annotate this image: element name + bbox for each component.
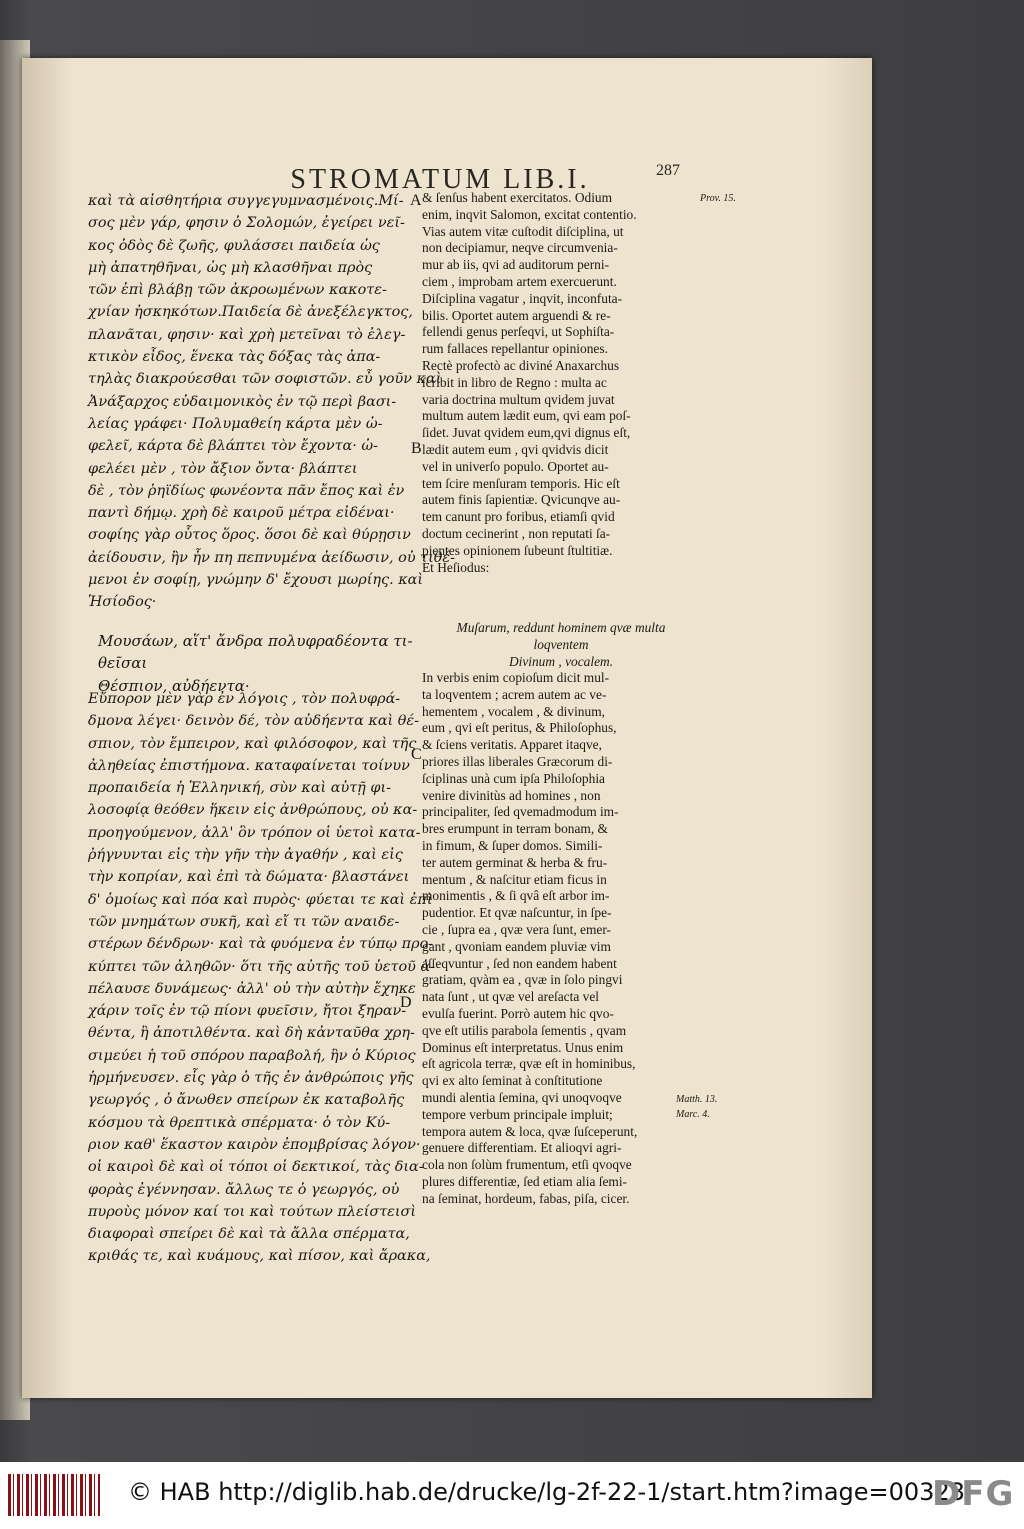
text-line: lædit autem eum , qvi qvidvis dicit (422, 441, 609, 457)
text-line: varia doctrina multum qvidem juvat (422, 391, 615, 407)
section-marker-b: B (411, 440, 422, 457)
text-line: enim, inqvit Salomon, excitat contentio. (422, 206, 637, 222)
text-line: pientes opinionem ſubeunt ſtultitiæ. (422, 542, 613, 558)
text-line: τῶν μνημάτων συκῆ, καὶ εἴ τι τῶν αναιδε- (88, 913, 400, 930)
text-line: gant , qvoniam eandem pluviæ vim (422, 938, 611, 954)
text-line: μενοι ἐν σοφίῃ, γνώμην δ' ἔχουσι μωρίης. καὶ (88, 572, 424, 589)
text-line: ciem , improbam artem exercuerunt. (422, 273, 617, 289)
text-line: fellendi genus perſeqvi, ut Sophiſta- (422, 324, 615, 340)
text-line: multum autem lædit eum, qvi eam poſ- (422, 408, 631, 424)
margin-note-marc: Marc. 4. (676, 1109, 710, 1120)
text-line: θέντα, ἢ ἀποτιλθέντα. καὶ δὴ κἀνταῦθα χρη- (88, 1025, 415, 1042)
text-line: aſſeqvuntur , ſed non eandem habent (422, 955, 617, 971)
text-line: eſt agricola terræ, qvæ eſt in hominibus, (422, 1056, 636, 1072)
text-line: rum fallaces repellantur opiniones. (422, 341, 608, 357)
text-line: bilis. Oportet autem arguendi & re- (422, 307, 611, 323)
text-line: ter autem germinat & herba & fru- (422, 854, 608, 870)
text-line: plures differentiæ, ſed etiam alia ſemi- (422, 1173, 628, 1189)
right-column-top (422, 190, 700, 576)
section-marker-a: A (410, 192, 422, 209)
text-line: genuere differentiam. Et alioqvi agri- (422, 1140, 622, 1156)
text-line: θεῖσαι (98, 654, 148, 673)
text-line: σπιον, τὸν ἔμπειρον, καὶ φιλόσοφον, καὶ τῆς (88, 735, 417, 752)
text-line: χνίαν ἠσκηκότων.Παιδεία δὲ ἀνεξέλεγκτος, (88, 304, 413, 321)
text-line: πλανᾶται, φησιν· καὶ χρὴ μετεῖναι τὸ ἐλεγ- (88, 326, 406, 343)
text-line: ἀληθείας ἐπιστήμονα. καταφαίνεται τοίνυν (88, 757, 410, 774)
text-line: tem ſcire menſuram temporis. Hic eſt (422, 475, 620, 491)
text-line: κριθάς τε, καὶ κυάμους, καὶ πίσον, καὶ ἄρακα, (88, 1248, 431, 1265)
text-line: venire divinitùs ad homines , non (422, 787, 601, 803)
text-line: διαφοραὶ σπείρει δὲ καὶ τὰ ἄλλα σπέρματα, (88, 1226, 410, 1243)
text-line: Divinum , vocalem. (508, 653, 614, 669)
text-line: mentum , & naſcitur etiam ficus in (422, 871, 607, 887)
text-line: vel in univerſo populo. Oportet au- (422, 458, 609, 474)
text-line: δμονα λέγει· δεινὸν δέ, τὸν αὐδήεντα καὶ θέ- (88, 713, 420, 730)
text-line: qvi ex alto ſeminat à conſtitutione (422, 1073, 603, 1089)
text-line: ſciplinas unà cum ipſa Philoſophia (422, 770, 605, 786)
text-line: nata ſunt , ut qvæ vel areſacta vel (422, 989, 599, 1005)
text-line: gratiam, qvàm ea , qvæ in ſolo pingvi (422, 972, 623, 988)
text-line: & ſenſus habent exercitatos. Odium (422, 190, 613, 205)
text-line: τῶν ἐπὶ βλάβῃ τῶν ἀκροωμένων κακοτε- (88, 282, 387, 299)
footer-citation: © HAB http://diglib.hab.de/drucke/lg-2f-22-1/start.htm?image=00323 (128, 1478, 965, 1506)
margin-note-matth: Matth. 13. (676, 1094, 718, 1105)
text-line: δὲ , τὸν ῥηϊδίως φωνέοντα πᾶν ἔπος καὶ ἐν (88, 482, 405, 499)
text-line: mur ab iis, qvi ad auditorum perni- (422, 257, 610, 273)
text-line: In verbis enim copioſum dicit mul- (422, 670, 610, 685)
text-line: Μουσάων, αἵτ' ἄνδρα πολυφραδέοντα τι- (98, 632, 413, 650)
text-line: tem canunt pro foribus, etiamſi qvid (422, 509, 615, 525)
text-line: Diſciplina vagatur , inqvit, inconfuta- (422, 290, 623, 306)
text-line: παντὶ δήμῳ. χρὴ δὲ καιροῦ μέτρα εἰδέναι· (88, 505, 395, 522)
text-line: πυροὺς μόνον καί τοι καὶ τούτων πλείστεισὶ (88, 1203, 416, 1220)
text-line: autem finis ſapientiæ. Qvicunqve au- (422, 492, 621, 508)
text-line: eum , qvi eſt peritus, & Philoſophus, (422, 720, 617, 736)
text-line: principaliter, ſed qvemadmodum im- (422, 804, 619, 820)
left-column-bottom (88, 688, 436, 1268)
margin-note-prov: Prov. 15. (700, 193, 736, 204)
text-line: Dominus eſt interpretatus. Unus enim (422, 1039, 624, 1055)
footer-bar (0, 1462, 1024, 1529)
text-line: bres erumpunt in terram bonam, & (422, 821, 608, 837)
text-line: τηλὰς διακρούεσθαι τῶν σοφιστῶν. εὖ γοῦν καὶ (88, 371, 442, 388)
text-line: οἱ καιροὶ δὲ καὶ οἱ τόποι οἱ δεκτικοί, τὰς δια- (88, 1159, 424, 1176)
text-line: Rectè profectò ac diviné Anaxarchus (422, 357, 620, 373)
text-line: χάριν τοῖς ἐν τῷ πίονι φυεῖσιν, ἤτοι ξηραν- (88, 1003, 407, 1020)
text-line: Θέσπιον, αὐδήεντα· (98, 676, 250, 695)
text-line: hementem , vocalem , & divinum, (422, 703, 605, 719)
text-line: κος ὁδὸς δὲ ζωῆς, φυλάσσει παιδεία ὡς (88, 237, 380, 254)
text-line: φελεῖ, κάρτα δὲ βλάπτει τὸν ἔχοντα· ὠ- (88, 438, 379, 455)
text-line: δ' ὁμοίως καὶ πόα καὶ πυρὸς· φύεται τε καὶ ἐπὶ (88, 891, 433, 908)
text-line: κόσμου τὰ θρεπτικὰ σπέρματα· ὁ τὸν Κύ- (88, 1114, 391, 1131)
text-line: φορὰς ἐγέννησαν. ἄλλως τε ὁ γεωργός, οὐ (88, 1181, 400, 1198)
text-line: evulſa fuerint. Porrò autem hic qvo- (422, 1005, 614, 1021)
text-line: Εὔπορον μὲν γὰρ ἐν λόγοις , τὸν πολυφρά- (88, 691, 401, 707)
text-line: mundi alentia ſemina, qvi unoqvoqve (422, 1089, 622, 1105)
dfg-logo: DFG (932, 1474, 1015, 1514)
text-line: monimentis , & ſi qvâ eſt arbor im- (422, 888, 610, 904)
text-line: μὴ ἀπατηθῆναι, ὡς μὴ κλασθῆναι πρὸς (88, 259, 373, 276)
text-line: ριον καθ' ἕκαστον καιρὸν ἐπομβρίσας λόγον· (88, 1136, 421, 1153)
text-line: γεωργός , ὁ ἄνωθεν σπείρων ἐκ καταβολῆς (88, 1092, 405, 1109)
text-line: λοσοφίᾳ θεόθεν ἥκειν εἰς ἀνθρώπους, οὐ κα- (88, 802, 418, 819)
text-line: στέρων δένδρων· καὶ τὰ φυόμενα ἐν τύπῳ προ- (88, 936, 434, 953)
text-line: pudentior. Et qvæ naſcuntur, in ſpe- (422, 905, 612, 921)
text-line: ἡρμήνευσεν. εἷς γὰρ ὁ τῆς ἐν ἀνθρώποις γῆς (88, 1070, 414, 1087)
text-line: προπαιδεία ἡ Ἑλληνική, σὺν καὶ αὐτῇ φι- (88, 780, 391, 797)
text-line: ta loqventem ; acrem autem ac ve- (422, 686, 607, 702)
page-number: 287 (656, 162, 680, 179)
text-line: qve eſt utilis parabola ſementis , qvam (422, 1022, 627, 1038)
text-line: doctum cecinerint , non reputati ſa- (422, 525, 611, 541)
text-line: Muſarum, reddunt hominem qvæ multa (456, 620, 666, 635)
text-line: προηγούμενον, ἀλλ' ὃν τρόπον οἱ ὑετοὶ κατα- (88, 824, 421, 841)
text-line: κύπτει τῶν ἀληθῶν· ὅτι τῆς αὐτῆς τοῦ ὑετοῦ ἀ- (88, 958, 436, 975)
text-line: ῤήγνυνται εἰς τὴν γῆν τὴν ἀγαθήν , καὶ εἰς (88, 847, 403, 864)
text-line: Vias autem vitæ cuſtodit diſciplina, ut (422, 223, 624, 239)
section-marker-c: C (411, 746, 422, 763)
text-line: φελέει μὲν , τὸν ἄξιον ὄντα· βλάπτει (88, 460, 358, 477)
text-line: tempora autem & loca, qvæ ſuſceperunt, (422, 1123, 638, 1139)
text-line: λείας γράφει· Πολυμαθείη κάρτα μὲν ὠ- (88, 415, 383, 432)
hab-barcode-logo (8, 1474, 100, 1516)
text-line: Ἡσίοδος· (88, 594, 157, 611)
text-line: na ſeminat, hordeum, fabas, piſa, cicer. (422, 1190, 630, 1206)
text-line: loqventem (533, 636, 589, 652)
text-line: σοφίης γὰρ οὗτος ὅρος. ὅσοι δὲ καὶ θύρῃσιν (88, 527, 411, 544)
text-line: Ἀνάξαρχος εὐδαιμονικὸς ἐν τῷ περὶ βασι- (88, 393, 397, 410)
text-line: & ſciens veritatis. Apparet itaqve, (422, 737, 602, 753)
text-line: in fimum, & ſuper domos. Simili- (422, 837, 603, 853)
text-line: σιμεύει ἡ τοῦ σπόρου παραβολή, ἣν ὁ Κύριος (88, 1047, 416, 1064)
text-line: πέλαυσε δυνάμεως· ἀλλ' οὐ τὴν αὐτὴν ἔχηκε (88, 980, 416, 997)
section-marker-d: D (400, 994, 412, 1011)
left-column-top (88, 190, 455, 614)
left-verse (88, 630, 413, 697)
text-line: priores illas liberales Græcorum di- (422, 753, 613, 769)
running-head: STROMATUM LIB.I. (290, 164, 590, 195)
text-line: tempore verbum principale impluit; (422, 1106, 613, 1122)
text-line: σος μὲν γάρ, φησιν ὁ Σολομών, ἐγείρει νεῖ- (88, 215, 405, 232)
text-line: non decipiamur, neqve circumvenia- (422, 240, 618, 256)
text-line: κτικὸν εἶδος, ἕνεκα τὰς δόξας τὰς ἀπα- (88, 349, 381, 366)
text-line: ἀείδουσιν, ἢν ἦν πη πεπνυμένα ἀείδωσιν, οὐ τιθέ- (88, 549, 455, 566)
text-line: ſcribit in libro de Regno : multa ac (422, 374, 607, 390)
text-line: Et Heſiodus: (422, 559, 490, 575)
text-line: cie , ſupra ea , qvæ vera ſunt, emer- (422, 921, 611, 937)
right-verse (422, 620, 700, 670)
text-line: cola non ſolùm frumentum, etſi qvoqve (422, 1157, 632, 1173)
text-line: ſidet. Juvat qvidem eum,qvi dignus eſt, (422, 425, 631, 441)
right-column-bottom (422, 670, 700, 1208)
text-line: καὶ τὰ αἰσθητήρια συγγεγυμνασμένοις.Μί- (88, 193, 404, 209)
text-line: τὴν κοπρίαν, καὶ ἐπὶ τὰ δώματα· βλαστάνει (88, 869, 410, 886)
